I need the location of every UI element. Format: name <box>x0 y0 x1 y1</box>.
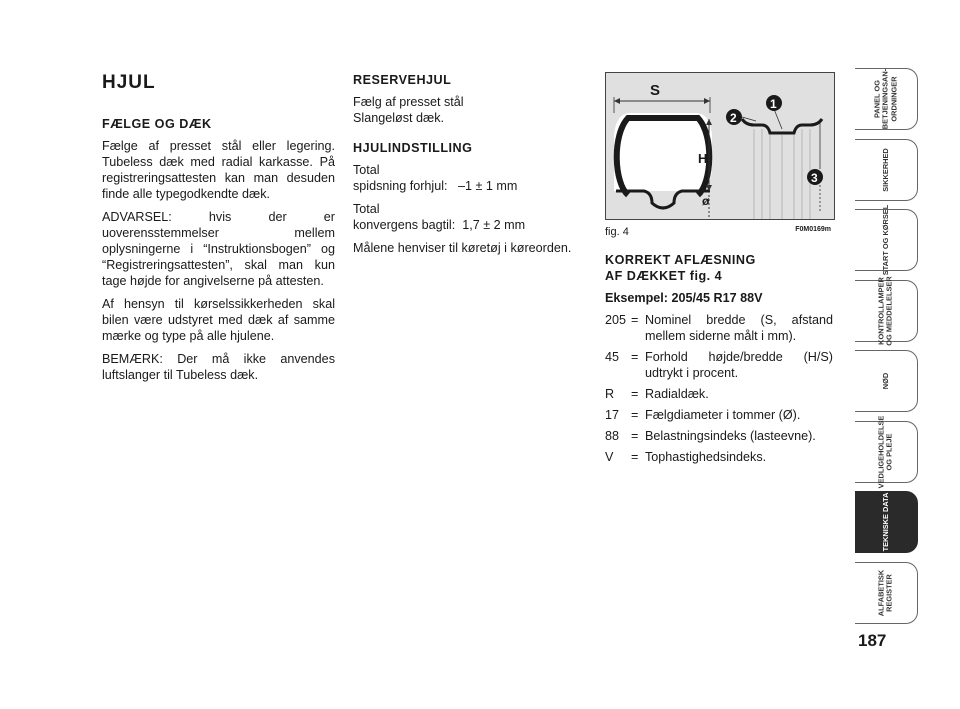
tab-technical-data[interactable] <box>855 491 918 553</box>
tab-emergency[interactable] <box>855 350 918 412</box>
callout-number-3: 3 <box>811 171 818 185</box>
tab-maintenance[interactable] <box>855 415 918 488</box>
section-heading-tyre-reading: KORREKT AFLÆSNING <box>605 253 756 267</box>
tab-label: NØD <box>880 372 890 390</box>
alignment-line: Total <box>353 163 380 177</box>
definition-value: Fælgdiameter i tommer (Ø). <box>645 408 801 422</box>
alignment-note: Målene henviser til køretøj i køreorden. <box>353 241 572 255</box>
chapter-tabs <box>855 68 918 632</box>
spare-wheel-info <box>353 94 593 126</box>
tab-label: SIKKERHED <box>880 147 890 192</box>
section-heading-alignment: HJULINDSTILLING <box>353 141 473 155</box>
tab-safety[interactable] <box>855 139 918 201</box>
paragraph-note: BEMÆRK: Der må ikke anvendes luftslanger til Tubeless dæk. <box>102 352 335 382</box>
tyre-example: Eksempel: 205/45 R17 88V <box>605 291 763 305</box>
callout-number-2: 2 <box>730 111 737 125</box>
definition-key: 88 <box>605 429 620 443</box>
height-label-h: H <box>698 151 708 166</box>
paragraph-warning: ADVARSEL: hvis der er uoverensstemmelser mellem oplysningerne i “Instruktionsbogen” og “Registreringsattesten”, skal man kun tage højde for angivelserne på attesten. <box>102 210 335 288</box>
figure-code: F0M0169m <box>795 226 831 233</box>
text-column-wheels <box>102 72 335 390</box>
tab-warning-lights[interactable] <box>855 275 918 346</box>
definition-value: Forhold højde/bredde (H/S) udtrykt i procent. <box>645 350 833 380</box>
tab-label: VEDLIGEHOLDELSE OG PLEJE <box>876 415 894 488</box>
tyre-cross-section-illustration <box>606 73 834 219</box>
width-label-s: S <box>650 82 661 99</box>
definition-key: V <box>605 450 614 464</box>
definition-row: V = Tophastighedsindeks. <box>605 449 833 465</box>
definition-key: 205 <box>605 313 627 327</box>
tab-start-driving[interactable] <box>855 204 918 276</box>
tab-label: ALFABETISK REGISTER <box>876 569 894 616</box>
definition-key: R <box>605 387 615 401</box>
page-number: 187 <box>858 631 887 650</box>
definition-key: 17 <box>605 408 620 422</box>
figure-caption-row <box>605 222 833 240</box>
tab-label: TEKNISKE DATA <box>880 492 890 552</box>
alignment-line: spidsning forhjul: –1 ± 1 mm <box>353 179 518 193</box>
toe-front <box>353 162 593 194</box>
definition-key: 45 <box>605 350 620 364</box>
tab-label: KONTROLLAMPER OG MEDDELELSER <box>876 275 894 346</box>
definition-value: Nominel bredde (S, afstand mellem siderne målt i mm). <box>645 313 833 343</box>
page-title: HJUL <box>102 72 156 93</box>
toe-rear <box>353 201 593 233</box>
alignment-line: konvergens bagtil: 1,7 ± 2 mm <box>353 218 526 232</box>
definition-row: R = Radialdæk. <box>605 386 833 402</box>
definition-row: 45 = Forhold højde/bredde (H/S) udtrykt i procent. <box>605 350 833 380</box>
tab-label: START OG KØRSEL <box>880 204 890 276</box>
paragraph-rims: Fælge af presset stål eller legering. Tubeless dæk med radial karkasse. På registreringsattesten kan man desuden finde alle typegodkendte dæk. <box>102 139 335 201</box>
definition-value: Radialdæk. <box>645 387 709 401</box>
section-heading-tyre-reading-line2: AF DÆKKET fig. 4 <box>605 269 723 283</box>
callout-number-1: 1 <box>770 97 777 111</box>
tyre-diagram <box>605 72 835 220</box>
tab-index[interactable] <box>855 562 918 624</box>
section-heading-spare-wheel: RESERVEHJUL <box>353 73 452 87</box>
diameter-label: ø <box>702 194 710 208</box>
definition-row: 88 = Belastningsindeks (lasteevne). <box>605 428 833 444</box>
text-column-tyre-reading <box>605 72 833 470</box>
tyre-code-definitions <box>605 312 833 465</box>
spare-wheel-line: Fælg af presset stål <box>353 95 464 109</box>
section-heading-rims-tyres: FÆLGE OG DÆK <box>102 117 212 131</box>
alignment-line: Total <box>353 202 380 216</box>
tab-panel-controls[interactable] <box>855 68 918 130</box>
spare-wheel-line: Slangeløst dæk. <box>353 111 444 125</box>
definition-value: Tophastighedsindeks. <box>645 450 767 464</box>
definition-row: 17 = Fælgdiameter i tommer (Ø). <box>605 407 833 423</box>
figure-caption: fig. 4 <box>605 226 629 238</box>
tab-label: PANEL OG BETJENINGSAN- ORDNINGER <box>872 68 899 130</box>
text-column-spare-alignment <box>353 72 593 256</box>
definition-value: Belastningsindeks (lasteevne). <box>645 429 816 443</box>
definition-row: 205 = Nominel bredde (S, afstand mellem siderne målt i mm). <box>605 313 833 343</box>
paragraph-safety: Af hensyn til kørselssikkerheden skal bilen være udstyret med dæk af samme mærke og type på alle hjulene. <box>102 297 335 343</box>
